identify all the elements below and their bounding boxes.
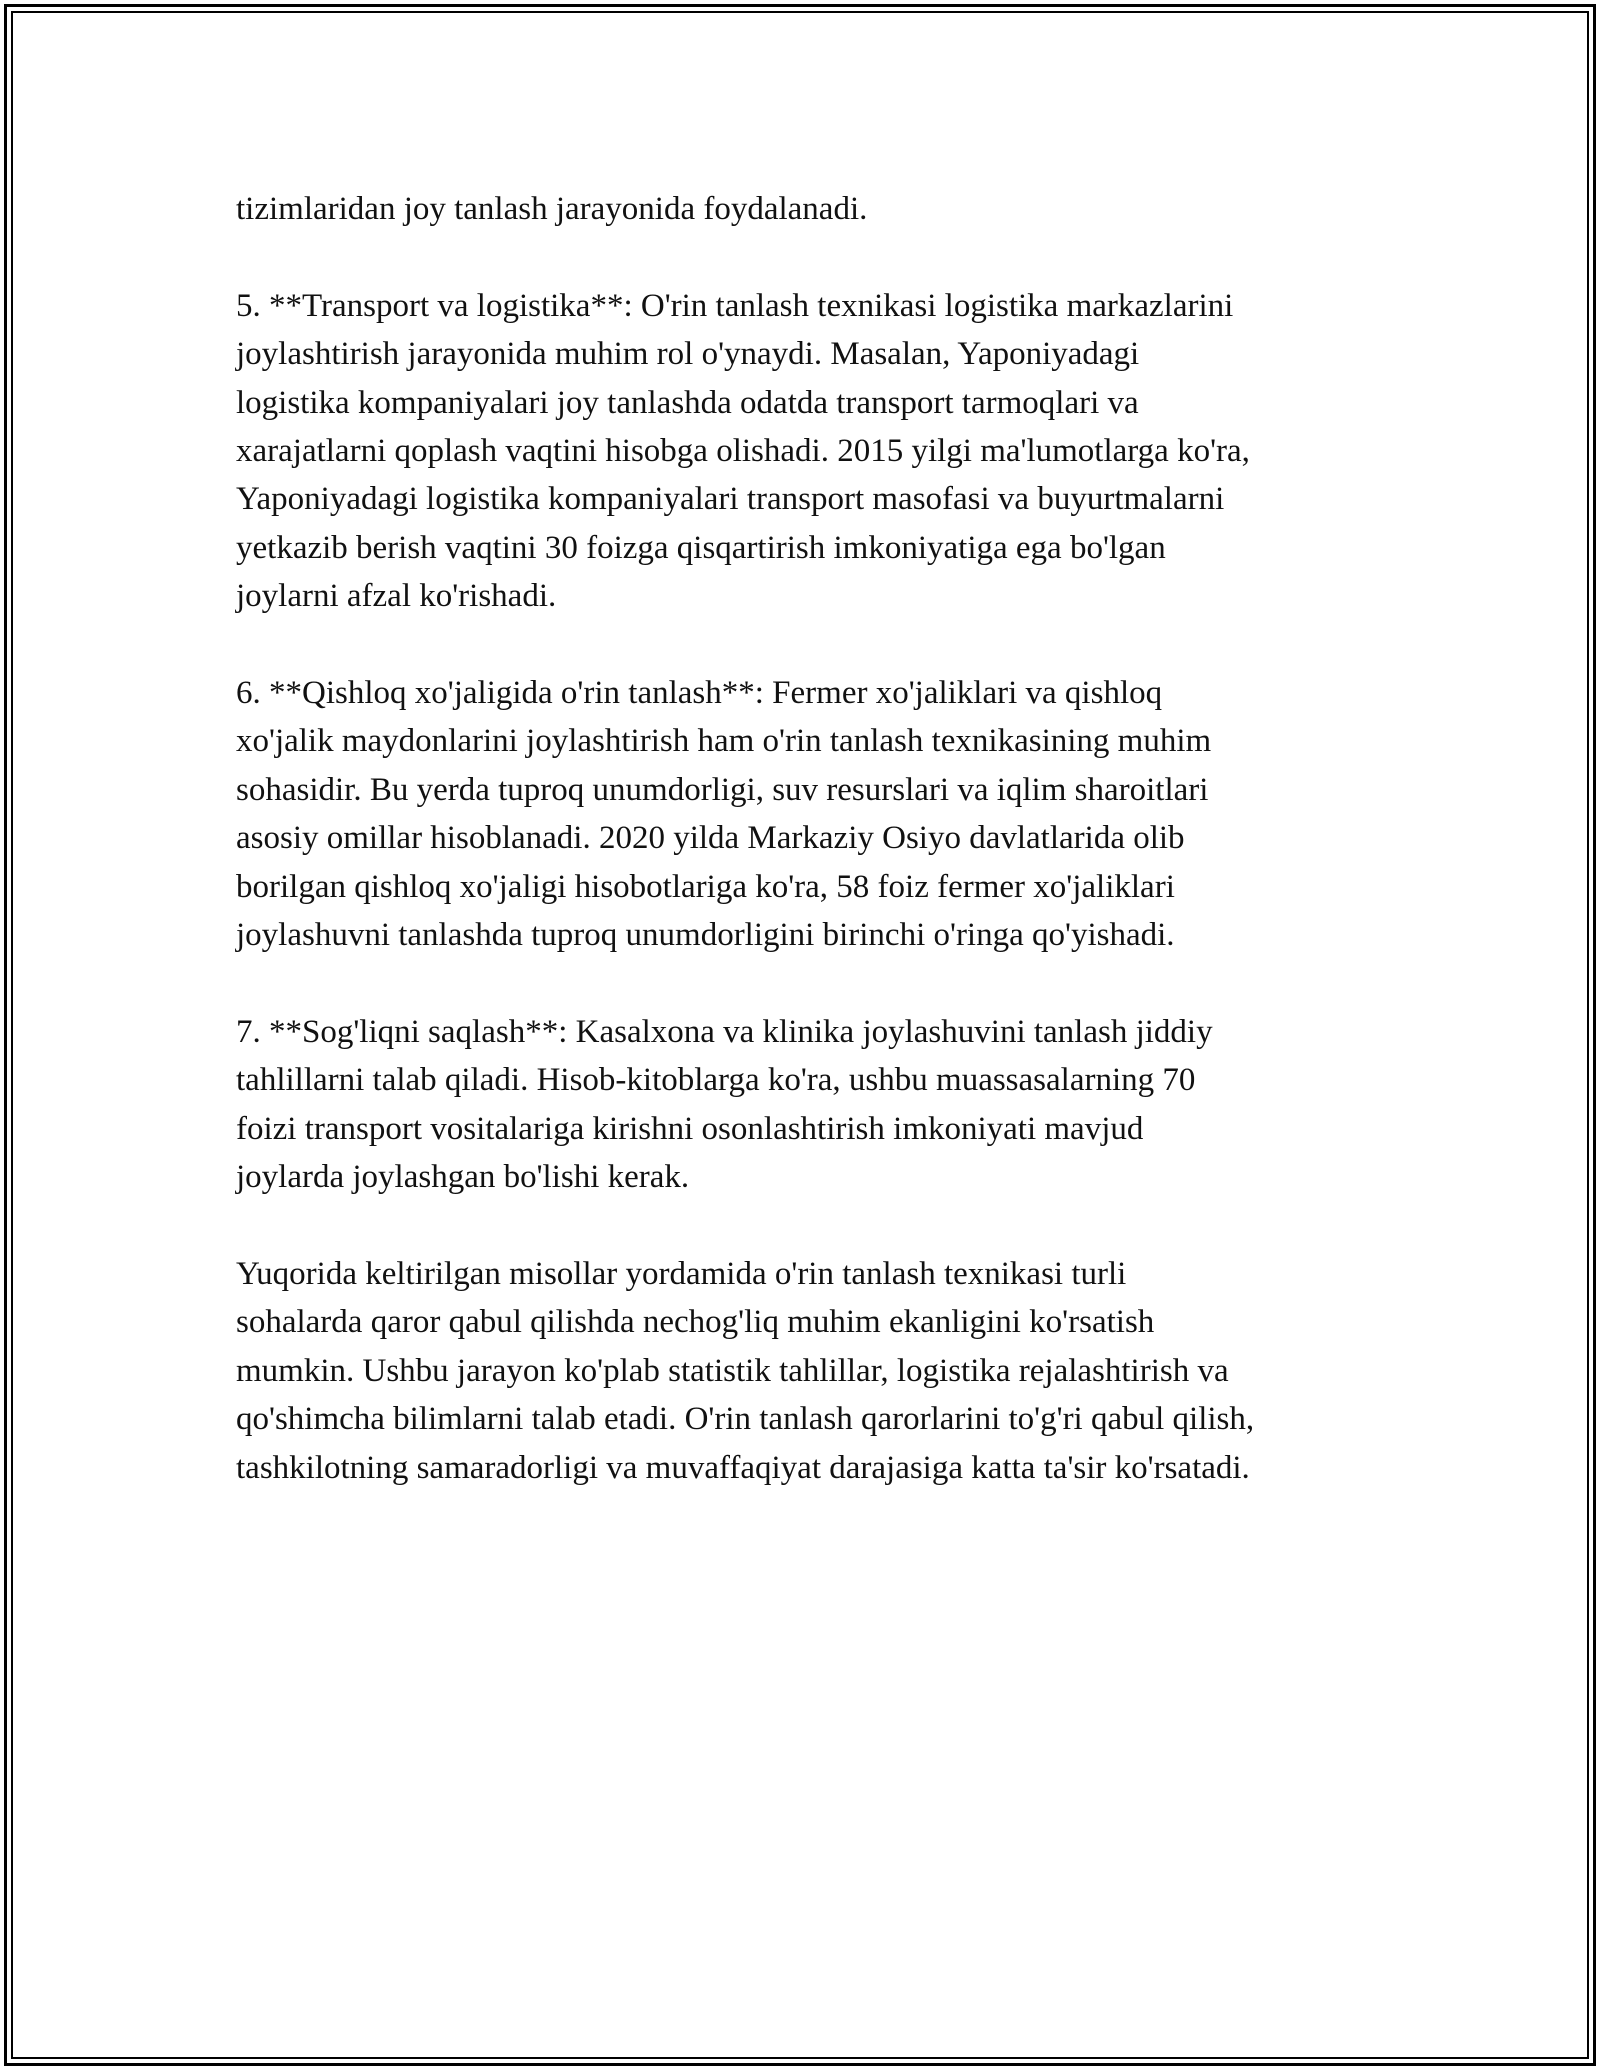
paragraph-continuation: tizimlaridan joy tanlash jarayonida foydalanadi. [236,191,868,227]
paragraph-conclusion: Yuqorida keltirilgan misollar yordamida o'rin tanlash texnikasi turli sohalarda qaror qabul qilishda nechog'liq muhim ekanligini ko'rsatish mumkin. Ushbu jarayon ko'plab statistik tahlillar, logistika rejalashtirish va qo'shimcha bilimlarni talab etadi. O'rin tanlash qarorlarini to'g'ri qabul qilish, tashkilotning samaradorligi va muvaffaqiyat darajasiga katta ta'sir ko'rsatadi. [236,1255,1255,1486]
paragraph-agriculture: 6. **Qishloq xo'jaligida o'rin tanlash**: Fermer xo'jaliklari va qishloq xo'jalik maydonlarini joylashtirish ham o'rin tanlash texnikasining muhim sohasidir. Bu yerda tuproq unumdorligi, suv resurslari va iqlim sharoitlari asosiy omillar hisoblanadi. 2020 yilda Markaziy Osiyo davlatlarida olib borilgan qishloq xo'jaligi hisobotlariga ko'ra, 58 foiz fermer xo'jaliklari joylashuvni tanlashda tuproq unumdorligini birinchi o'ringa qo'yishadi. [236,675,1212,954]
paragraph-healthcare: 7. **Sog'liqni saqlash**: Kasalxona va klinika joylashuvini tanlash jiddiy tahlillarni talab qiladi. Hisob-kitoblarga ko'ra, ushbu muassasalarning 70 foizi transport vositalariga kirishni osonlashtirish imkoniyati mavjud joylarda joylashgan bo'lishi kerak. [236,1013,1213,1196]
document-body [236,185,1416,1540]
paragraph-transport-logistics: 5. **Transport va logistika**: O'rin tanlash texnikasi logistika markazlarini joylashtirish jarayonida muhim rol o'ynaydi. Masalan, Yaponiyadagi logistika kompaniyalari joy tanlashda odatda transport tarmoqlari va xarajatlarni qoplash vaqtini hisobga olishadi. 2015 yilgi ma'lumotlarga ko'ra, Yaponiyadagi logistika kompaniyalari transport masofasi va buyurtmalarni yetkazib berish vaqtini 30 foizga qisqartirish imkoniyatiga ega bo'lgan joylarni afzal ko'rishadi. [236,287,1250,615]
